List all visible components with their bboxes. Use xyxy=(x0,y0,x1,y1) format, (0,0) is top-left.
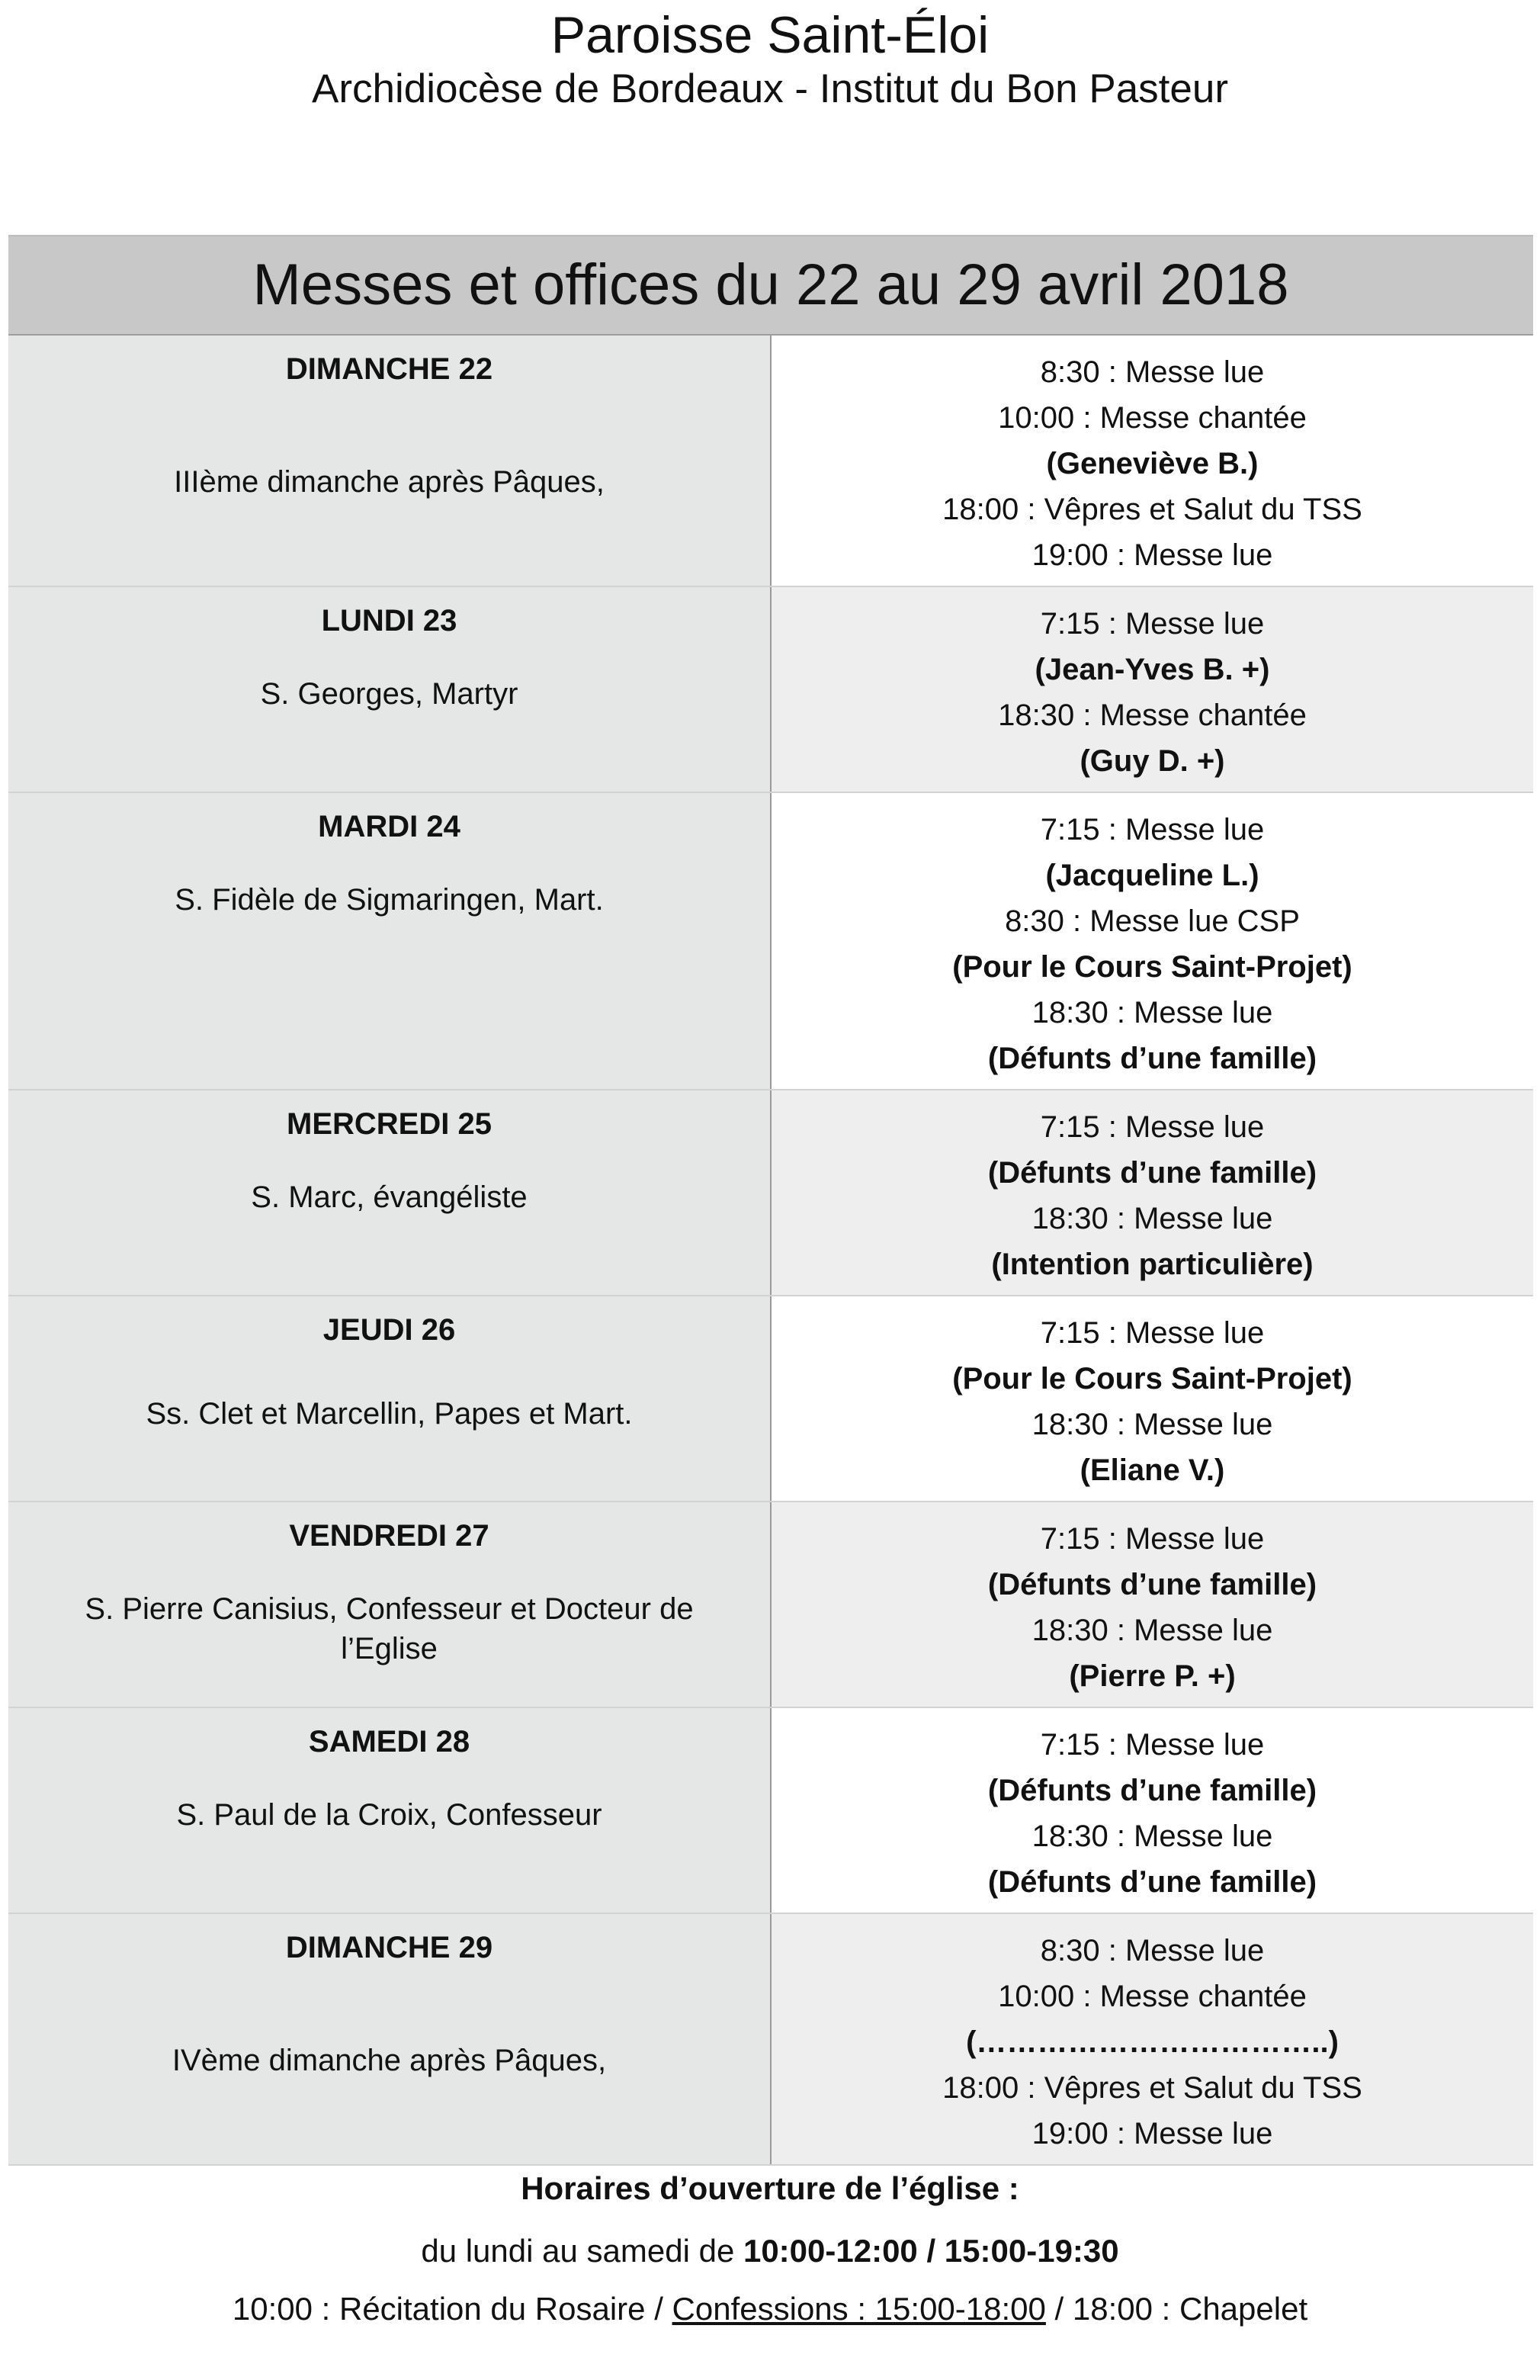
times-cell xyxy=(771,1090,1533,1296)
schedule-row xyxy=(8,1090,1533,1296)
office-time-line: 19:00 : Messe lue xyxy=(1031,2117,1273,2150)
day-cell xyxy=(8,1090,771,1296)
schedule-row xyxy=(8,1707,1533,1913)
office-time-line: 18:30 : Messe lue xyxy=(1031,996,1273,1029)
times-cell xyxy=(771,1707,1533,1913)
intention-line: (Défunts d’une famille) xyxy=(987,1774,1317,1807)
day-cell xyxy=(8,1707,771,1913)
times-cell xyxy=(771,1913,1533,2165)
day-cell xyxy=(8,335,771,586)
opening-hours xyxy=(0,2228,1540,2274)
schedule-row xyxy=(8,792,1533,1090)
rosary-text: 10:00 : Récitation du Rosaire / xyxy=(232,2291,672,2327)
schedule-row xyxy=(8,1913,1533,2165)
office-time-line: 18:30 : Messe lue xyxy=(1031,1202,1273,1235)
feast-name: S. Pierre Canisius, Confesseur et Docteur de l’Eglise xyxy=(85,1592,694,1665)
day-name: JEUDI 26 xyxy=(322,1313,456,1347)
schedule-row xyxy=(8,1502,1533,1707)
office-time-line: 18:00 : Vêpres et Salut du TSS xyxy=(942,2071,1362,2105)
intention-line: (Geneviève B.) xyxy=(1046,447,1259,480)
intention-line: (Défunts d’une famille) xyxy=(987,1568,1317,1601)
office-time-line: 8:30 : Messe lue xyxy=(1040,1934,1265,1967)
office-time-line: 19:00 : Messe lue xyxy=(1031,538,1273,572)
office-time-line: 7:15 : Messe lue xyxy=(1040,1728,1265,1762)
office-time-line: 18:30 : Messe chantée xyxy=(998,699,1307,732)
day-name: DIMANCHE 22 xyxy=(285,352,493,386)
feast-name: S. Georges, Martyr xyxy=(260,677,518,711)
schedule-row xyxy=(8,1296,1533,1502)
diocese-subtitle: Archidiocèse de Bordeaux - Institut du Bon Pasteur xyxy=(311,66,1229,111)
times-cell xyxy=(771,1502,1533,1707)
times-cell xyxy=(771,1296,1533,1502)
intention-line: (Pierre P. +) xyxy=(1069,1659,1236,1693)
schedule-row xyxy=(8,586,1533,792)
intention-line: (……………………………..) xyxy=(966,2025,1339,2059)
opening-hours-prefix: du lundi au samedi de xyxy=(421,2233,743,2269)
office-time-line: 7:15 : Messe lue xyxy=(1040,1110,1265,1144)
intention-line: (Guy D. +) xyxy=(1080,744,1225,778)
schedule-title: Messes et offices du 22 au 29 avril 2018 xyxy=(8,236,1533,335)
day-name: MERCREDI 25 xyxy=(287,1107,492,1141)
daily-activities xyxy=(0,2286,1540,2332)
office-time-line: 7:15 : Messe lue xyxy=(1040,813,1265,846)
times-cell xyxy=(771,335,1533,586)
office-time-line: 8:30 : Messe lue CSP xyxy=(1005,904,1300,938)
opening-hours-title: Horaires d’ouverture de l’église : xyxy=(521,2170,1019,2206)
opening-hours-value: 10:00-12:00 / 15:00-19:30 xyxy=(743,2233,1119,2269)
intention-line: (Intention particulière) xyxy=(991,1248,1314,1281)
times-cell xyxy=(771,792,1533,1090)
intention-line: (Défunts d’une famille) xyxy=(987,1865,1317,1899)
day-cell xyxy=(8,1296,771,1502)
feast-name: IVème dimanche après Pâques, xyxy=(172,2044,607,2077)
day-cell xyxy=(8,792,771,1090)
feast-name: S. Paul de la Croix, Confesseur xyxy=(176,1798,602,1832)
day-name: VENDREDI 27 xyxy=(289,1519,489,1553)
schedule-row xyxy=(8,335,1533,586)
intention-line: (Jean-Yves B. +) xyxy=(1035,653,1270,686)
feast-name: Ss. Clet et Marcellin, Papes et Mart. xyxy=(146,1397,633,1431)
office-time-line: 7:15 : Messe lue xyxy=(1040,1316,1265,1350)
intention-line: (Défunts d’une famille) xyxy=(987,1042,1317,1075)
office-time-line: 18:30 : Messe lue xyxy=(1031,1614,1273,1647)
confessions-text: Confessions : 15:00-18:00 xyxy=(672,2291,1046,2327)
feast-name: S. Fidèle de Sigmaringen, Mart. xyxy=(175,883,604,917)
office-time-line: 18:30 : Messe lue xyxy=(1031,1820,1273,1853)
day-name: SAMEDI 28 xyxy=(308,1725,470,1759)
schedule-body xyxy=(8,335,1533,2165)
day-cell xyxy=(8,1502,771,1707)
mass-schedule-table xyxy=(8,235,1533,2166)
day-name: LUNDI 23 xyxy=(321,604,457,638)
office-time-line: 7:15 : Messe lue xyxy=(1040,1522,1265,1556)
times-cell xyxy=(771,586,1533,792)
office-time-line: 8:30 : Messe lue xyxy=(1040,355,1265,389)
office-time-line: 10:00 : Messe chantée xyxy=(998,401,1307,435)
intention-line: (Eliane V.) xyxy=(1080,1453,1225,1487)
parish-name: Paroisse Saint-Éloi xyxy=(550,6,990,64)
feast-name: S. Marc, évangéliste xyxy=(251,1180,528,1214)
day-name: DIMANCHE 29 xyxy=(285,1931,493,1964)
office-time-line: 18:30 : Messe lue xyxy=(1031,1408,1273,1441)
office-time-line: 7:15 : Messe lue xyxy=(1040,607,1265,641)
day-name: MARDI 24 xyxy=(318,810,460,843)
office-time-line: 18:00 : Vêpres et Salut du TSS xyxy=(942,493,1362,526)
intention-line: (Défunts d’une famille) xyxy=(987,1156,1317,1190)
day-cell xyxy=(8,586,771,792)
day-cell xyxy=(8,1913,771,2165)
office-time-line: 10:00 : Messe chantée xyxy=(998,1980,1307,2013)
intention-line: (Pour le Cours Saint-Projet) xyxy=(952,1362,1352,1396)
feast-name: IIIème dimanche après Pâques, xyxy=(174,465,605,499)
intention-line: (Jacqueline L.) xyxy=(1045,859,1259,892)
intention-line: (Pour le Cours Saint-Projet) xyxy=(952,950,1352,984)
chapelet-text: / 18:00 : Chapelet xyxy=(1045,2291,1308,2327)
